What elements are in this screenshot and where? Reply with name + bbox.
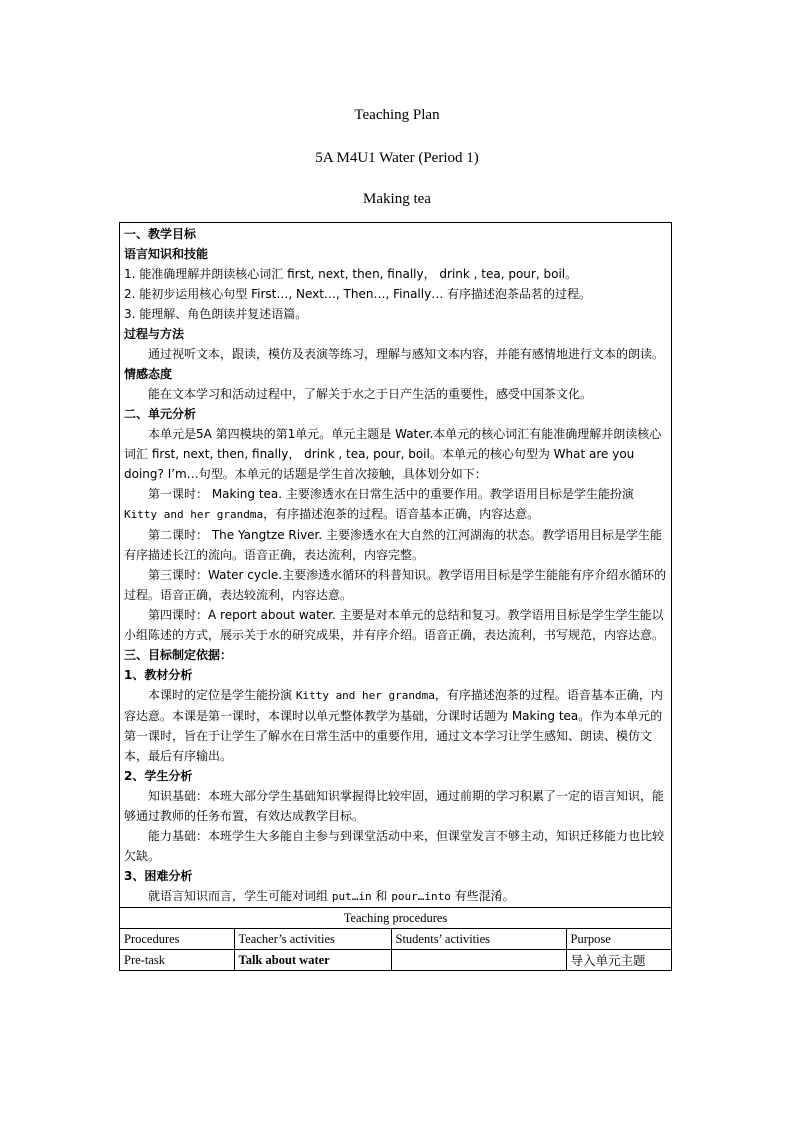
cell-student-activity — [391, 950, 566, 971]
period-1-text — [124, 484, 668, 525]
plan-frame — [119, 222, 672, 971]
phrase-pour-into: pour…into — [391, 890, 451, 903]
procedures-title-row — [120, 908, 671, 929]
period-1-characters: Kitty and her grandma — [124, 508, 264, 521]
ability-basis-text: 能力基础：本班学生大多能自主参与到课堂活动中来，但课堂发言不够主动，知识迁移能力也比较欠缺。 — [124, 829, 665, 863]
column-header-procedures: Procedures — [120, 929, 234, 950]
procedures-title: Teaching procedures — [120, 908, 671, 929]
period-4-text: 第四课时：A report about water. 主要是对本单元的总结和复习。教学语用目标是学生学生能以小组陈述的方式，展示关于水的研究成果，并有序介绍。语音正确，表达流利，书写规范，内容达意。 — [124, 608, 665, 642]
section-heading-basis: 三、目标制定依据： — [124, 648, 233, 662]
material-part-b: ，有序描述泡茶的过程。语音基本正确，内容达意。本课是第一课时，本课时以单元整体教学为基础，分课时话题为 Making tea。作为本单元的第一课时，旨在于让学生了解水在日常生活中的重要作用，通过文本学习让学生感知、朗读、模仿文本，最后有序输出。 — [124, 688, 663, 763]
column-header-teacher: Teacher’s activities — [234, 929, 391, 950]
knowledge-basis-text: 知识基础：本班大部分学生基础知识掌握得比较牢固，通过前期的学习积累了一定的语言知识，能够通过教师的任务布置，有效达成教学目标。 — [124, 789, 665, 823]
cell-purpose: 导入单元主题 — [566, 950, 671, 971]
objective-item-1: 1. 能准确理解并朗读核心词汇 first, next, then, finally， drink , tea, pour, boil。 — [124, 267, 578, 281]
period-2-text: 第二课时： The Yangtze River. 主要渗透水在大自然的江河湖海的状态。教学语用目标是学生能有序描述长江的流向。语音正确，表达流利，内容完整。 — [124, 528, 663, 562]
cell-teacher-activity: Talk about water — [234, 950, 391, 971]
subheading-difficulty: 3、困难分析 — [124, 869, 193, 883]
material-analysis-text — [124, 685, 668, 766]
period-1-part-b: ，有序描述泡茶的过程。语音基本正确，内容达意。 — [263, 507, 540, 521]
process-text: 通过视听文本，跟读，模仿及表演等练习，理解与感知文本内容，并能有感情地进行文本的朗读。 — [148, 347, 665, 361]
table-row — [120, 950, 671, 971]
difficulty-mid: 和 — [371, 889, 392, 903]
subheading-language: 语言知识和技能 — [124, 247, 209, 261]
column-header-purpose: Purpose — [566, 929, 671, 950]
section-heading-objectives: 一、教学目标 — [124, 227, 197, 241]
difficulty-text — [124, 886, 668, 907]
cell-procedure: Pre-task — [120, 950, 234, 971]
subheading-attitude: 情感态度 — [124, 367, 173, 381]
material-part-a: 本课时的定位是学生能扮演 — [148, 688, 296, 702]
table-header-row — [120, 929, 671, 950]
difficulty-part-a: 就语言知识而言，学生可能对词组 — [148, 889, 332, 903]
phrase-put-in: put…in — [331, 890, 372, 903]
attitude-text: 能在文本学习和活动过程中，了解关于水之于日产生活的重要性，感受中国茶文化。 — [148, 387, 593, 401]
column-header-students: Students’ activities — [391, 929, 566, 950]
subheading-students: 2、学生分析 — [124, 769, 193, 783]
lesson-title: Making tea — [363, 191, 431, 207]
objective-item-2: 2. 能初步运用核心句型 First…, Next…, Then…, Finally… 有序描述泡茶品茗的过程。 — [124, 287, 592, 301]
objective-item-3: 3. 能理解、角色朗读并复述语篇。 — [124, 307, 308, 321]
document-subtitle: 5A M4U1 Water (Period 1) — [315, 150, 479, 166]
material-characters: Kitty and her grandma — [295, 689, 435, 702]
procedures-table — [120, 907, 671, 970]
subheading-material: 1、教材分析 — [124, 668, 193, 682]
plan-content — [120, 223, 671, 907]
section-heading-unit: 二、单元分析 — [124, 407, 197, 421]
document-title: Teaching Plan — [354, 107, 440, 123]
unit-intro: 本单元是5A 第四模块的第1单元。单元主题是 Water.本单元的核心词汇有能准确理解并朗读核心词汇 first, next, then, finally， drink , tea, pour, boil。本单元的核心句型为 What are you doing? I’m…句型。本单元的话题是学生首次接触，具体划分如下： — [124, 427, 662, 481]
subheading-process: 过程与方法 — [124, 327, 185, 341]
period-3-text: 第三课时：Water cycle.主要渗透水循环的科普知识。教学语用目标是学生能能有序介绍水循环的过程。语音正确，表达较流利，内容达意。 — [124, 568, 667, 602]
period-1-part-a: 第一课时： Making tea. 主要渗透水在日常生活中的重要作用。教学语用目标是学生能扮演 — [148, 487, 634, 501]
difficulty-part-b: 有些混淆。 — [450, 889, 515, 903]
